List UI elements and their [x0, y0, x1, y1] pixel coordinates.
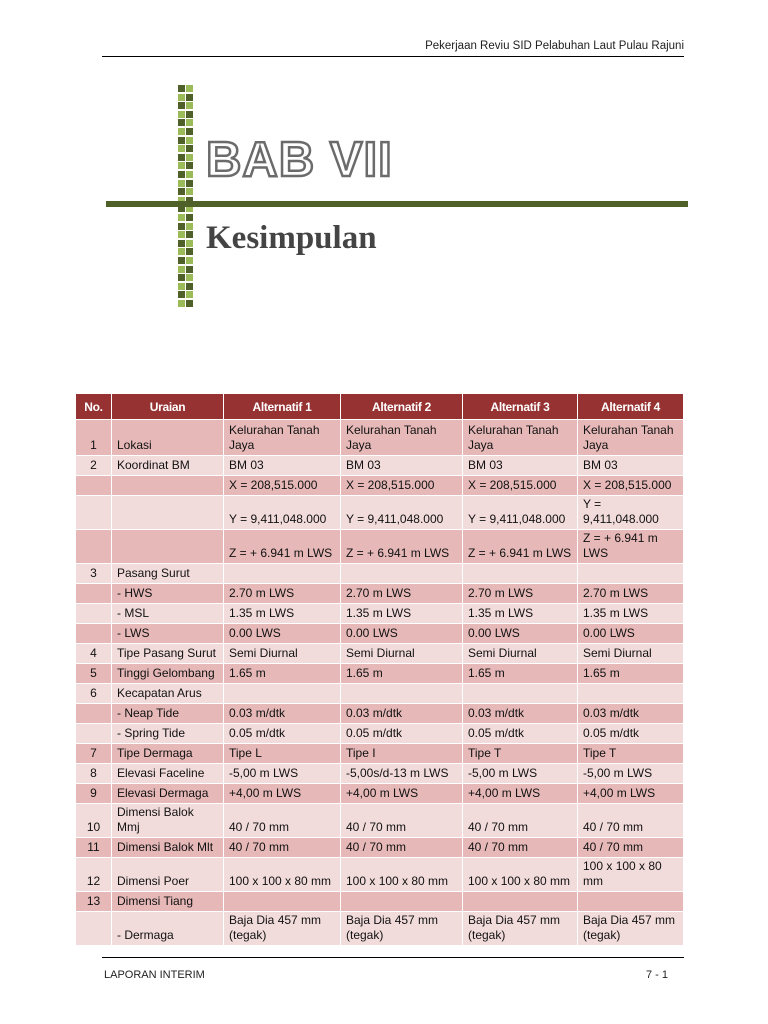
- decorative-square: [178, 231, 185, 238]
- decorative-square: [178, 180, 185, 187]
- cell-alternatif-4: BM 03: [578, 456, 684, 476]
- cell-alternatif-3: [463, 564, 578, 584]
- cell-alternatif-4: 100 x 100 x 80 mm: [578, 858, 684, 892]
- cell-alternatif-4: -5,00 m LWS: [578, 764, 684, 784]
- decorative-square: [178, 162, 185, 169]
- cell-uraian: - LWS: [112, 624, 224, 644]
- decorative-square: [186, 266, 193, 273]
- cell-alternatif-1: Y = 9,411,048.000: [224, 496, 341, 530]
- cell-alternatif-3: 0.00 LWS: [463, 624, 578, 644]
- decorative-square: [186, 162, 193, 169]
- table-row: [76, 724, 684, 744]
- cell-alternatif-4: 40 / 70 mm: [578, 804, 684, 838]
- table-row: [76, 804, 684, 838]
- cell-alternatif-3: X = 208,515.000: [463, 476, 578, 496]
- decorative-square: [178, 94, 185, 101]
- cell-alternatif-1: 40 / 70 mm: [224, 804, 341, 838]
- chapter-divider-bar: [106, 201, 688, 207]
- cell-uraian: Koordinat BM: [112, 456, 224, 476]
- cell-alternatif-3: [463, 892, 578, 912]
- decorative-square: [178, 145, 185, 152]
- cell-alternatif-1: Tipe L: [224, 744, 341, 764]
- table-row: [76, 684, 684, 704]
- cell-alternatif-1: 100 x 100 x 80 mm: [224, 858, 341, 892]
- cell-alternatif-1: [224, 892, 341, 912]
- cell-alternatif-1: BM 03: [224, 456, 341, 476]
- cell-no: 4: [76, 644, 112, 664]
- cell-alternatif-1: 1.35 m LWS: [224, 604, 341, 624]
- cell-alternatif-2: Tipe I: [341, 744, 463, 764]
- table-row: [76, 420, 684, 456]
- cell-uraian: Dimensi Poer: [112, 858, 224, 892]
- cell-alternatif-2: Kelurahan Tanah Jaya: [341, 420, 463, 456]
- header-uraian: Uraian: [112, 394, 224, 420]
- table-row: [76, 838, 684, 858]
- cell-no: [76, 530, 112, 564]
- cell-alternatif-3: BM 03: [463, 456, 578, 476]
- header-alternatif-2: Alternatif 2: [341, 394, 463, 420]
- decorative-square: [178, 300, 185, 307]
- table-row: [76, 858, 684, 892]
- decorative-square: [178, 266, 185, 273]
- page-number: 7 - 1: [645, 969, 668, 981]
- table-row: [76, 764, 684, 784]
- cell-uraian: Elevasi Dermaga: [112, 784, 224, 804]
- cell-alternatif-1: [224, 684, 341, 704]
- cell-no: 9: [76, 784, 112, 804]
- decorative-square: [178, 257, 185, 264]
- cell-alternatif-2: Z = + 6.941 m LWS: [341, 530, 463, 564]
- cell-alternatif-2: [341, 684, 463, 704]
- cell-alternatif-2: 40 / 70 mm: [341, 838, 463, 858]
- table-row: [76, 624, 684, 644]
- decorative-square: [178, 128, 185, 135]
- cell-alternatif-3: Tipe T: [463, 744, 578, 764]
- cell-alternatif-4: Z = + 6.941 m LWS: [578, 530, 684, 564]
- cell-alternatif-4: +4,00 m LWS: [578, 784, 684, 804]
- table-body: [76, 420, 684, 946]
- cell-no: 10: [76, 804, 112, 838]
- cell-alternatif-3: 100 x 100 x 80 mm: [463, 858, 578, 892]
- cell-alternatif-1: [224, 564, 341, 584]
- decorative-square: [186, 171, 193, 178]
- cell-alternatif-3: 40 / 70 mm: [463, 838, 578, 858]
- decorative-square: [186, 223, 193, 230]
- table-row: [76, 496, 684, 530]
- cell-alternatif-2: 40 / 70 mm: [341, 804, 463, 838]
- decorative-square: [186, 145, 193, 152]
- cell-alternatif-2: 1.35 m LWS: [341, 604, 463, 624]
- decorative-square: [178, 188, 185, 195]
- decorative-square: [178, 154, 185, 161]
- cell-no: 1: [76, 420, 112, 456]
- cell-uraian: Dimensi Tiang: [112, 892, 224, 912]
- decorative-square: [186, 111, 193, 118]
- cell-alternatif-4: Kelurahan Tanah Jaya: [578, 420, 684, 456]
- table-row: [76, 704, 684, 724]
- cell-alternatif-1: +4,00 m LWS: [224, 784, 341, 804]
- cell-alternatif-2: [341, 564, 463, 584]
- cell-alternatif-4: 1.65 m: [578, 664, 684, 684]
- cell-alternatif-1: 0.05 m/dtk: [224, 724, 341, 744]
- cell-alternatif-2: Semi Diurnal: [341, 644, 463, 664]
- cell-alternatif-4: 0.00 LWS: [578, 624, 684, 644]
- cell-alternatif-3: 1.65 m: [463, 664, 578, 684]
- decorative-square: [186, 214, 193, 221]
- decorative-square: [178, 291, 185, 298]
- cell-uraian: Tinggi Gelombang: [112, 664, 224, 684]
- cell-no: 6: [76, 684, 112, 704]
- decorative-square: [186, 257, 193, 264]
- cell-uraian: Lokasi: [112, 420, 224, 456]
- cell-no: [76, 624, 112, 644]
- cell-alternatif-4: Semi Diurnal: [578, 644, 684, 664]
- cell-alternatif-2: BM 03: [341, 456, 463, 476]
- cell-alternatif-4: 40 / 70 mm: [578, 838, 684, 858]
- cell-alternatif-2: 0.00 LWS: [341, 624, 463, 644]
- cell-alternatif-3: 2.70 m LWS: [463, 584, 578, 604]
- cell-alternatif-4: 0.03 m/dtk: [578, 704, 684, 724]
- chapter-title: Kesimpulan: [206, 220, 377, 256]
- running-header: Pekerjaan Reviu SID Pelabuhan Laut Pulau Rajuni: [425, 40, 684, 52]
- decorative-square: [186, 248, 193, 255]
- cell-alternatif-3: Y = 9,411,048.000: [463, 496, 578, 530]
- table-row: [76, 604, 684, 624]
- cell-uraian: - Spring Tide: [112, 724, 224, 744]
- cell-no: [76, 584, 112, 604]
- cell-uraian: - HWS: [112, 584, 224, 604]
- cell-alternatif-4: [578, 684, 684, 704]
- cell-alternatif-3: -5,00 m LWS: [463, 764, 578, 784]
- cell-uraian: - MSL: [112, 604, 224, 624]
- decorative-square: [186, 283, 193, 290]
- cell-alternatif-1: Semi Diurnal: [224, 644, 341, 664]
- cell-alternatif-1: Kelurahan Tanah Jaya: [224, 420, 341, 456]
- cell-alternatif-2: 1.65 m: [341, 664, 463, 684]
- cell-alternatif-3: 0.03 m/dtk: [463, 704, 578, 724]
- cell-no: [76, 476, 112, 496]
- decorative-square: [186, 291, 193, 298]
- cell-no: 8: [76, 764, 112, 784]
- decorative-square: [178, 283, 185, 290]
- cell-alternatif-1: Baja Dia 457 mm (tegak): [224, 912, 341, 946]
- cell-uraian: Dimensi Balok Mmj: [112, 804, 224, 838]
- header-alternatif-3: Alternatif 3: [463, 394, 578, 420]
- cell-uraian: [112, 530, 224, 564]
- decorative-square: [178, 240, 185, 247]
- decorative-square: [178, 111, 185, 118]
- cell-alternatif-3: 40 / 70 mm: [463, 804, 578, 838]
- decorative-square: [186, 137, 193, 144]
- cell-no: [76, 724, 112, 744]
- cell-alternatif-2: Baja Dia 457 mm (tegak): [341, 912, 463, 946]
- decorative-square: [186, 85, 193, 92]
- cell-alternatif-3: Z = + 6.941 m LWS: [463, 530, 578, 564]
- cell-no: [76, 912, 112, 946]
- chapter-number: BAB VII: [206, 133, 393, 187]
- decorative-square: [178, 248, 185, 255]
- decorative-square: [186, 274, 193, 281]
- table-header-row: [76, 394, 684, 420]
- decorative-square: [186, 94, 193, 101]
- cell-alternatif-3: Kelurahan Tanah Jaya: [463, 420, 578, 456]
- cell-uraian: Dimensi Balok Mlt: [112, 838, 224, 858]
- cell-alternatif-4: 1.35 m LWS: [578, 604, 684, 624]
- decorative-square: [178, 119, 185, 126]
- decorative-square: [186, 119, 193, 126]
- table-row: [76, 912, 684, 946]
- table-row: [76, 456, 684, 476]
- cell-alternatif-2: -5,00s/d-13 m LWS: [341, 764, 463, 784]
- summary-table: [75, 393, 684, 946]
- cell-alternatif-2: +4,00 m LWS: [341, 784, 463, 804]
- table-row: [76, 892, 684, 912]
- decorative-square: [186, 128, 193, 135]
- cell-no: 2: [76, 456, 112, 476]
- cell-alternatif-2: 100 x 100 x 80 mm: [341, 858, 463, 892]
- table-row: [76, 664, 684, 684]
- header-alternatif-1: Alternatif 1: [224, 394, 341, 420]
- cell-uraian: Tipe Pasang Surut: [112, 644, 224, 664]
- decorative-square: [186, 300, 193, 307]
- decorative-square: [186, 231, 193, 238]
- cell-uraian: Kecapatan Arus: [112, 684, 224, 704]
- cell-alternatif-1: X = 208,515.000: [224, 476, 341, 496]
- decorative-square: [178, 274, 185, 281]
- cell-alternatif-1: Z = + 6.941 m LWS: [224, 530, 341, 564]
- cell-alternatif-4: 0.05 m/dtk: [578, 724, 684, 744]
- footer-report-label: LAPORAN INTERIM: [104, 969, 205, 981]
- cell-uraian: Pasang Surut: [112, 564, 224, 584]
- cell-no: [76, 496, 112, 530]
- decorative-square: [186, 180, 193, 187]
- cell-alternatif-1: 1.65 m: [224, 664, 341, 684]
- header-no: No.: [76, 394, 112, 420]
- cell-no: 7: [76, 744, 112, 764]
- cell-alternatif-3: Semi Diurnal: [463, 644, 578, 664]
- table-row: [76, 564, 684, 584]
- decorative-square: [178, 102, 185, 109]
- decorative-square: [178, 171, 185, 178]
- cell-alternatif-3: 0.05 m/dtk: [463, 724, 578, 744]
- cell-alternatif-1: 2.70 m LWS: [224, 584, 341, 604]
- decorative-square: [186, 102, 193, 109]
- cell-alternatif-3: 1.35 m LWS: [463, 604, 578, 624]
- decorative-square: [186, 188, 193, 195]
- cell-alternatif-1: 0.00 LWS: [224, 624, 341, 644]
- cell-alternatif-2: X = 208,515.000: [341, 476, 463, 496]
- table-row: [76, 784, 684, 804]
- cell-alternatif-3: [463, 684, 578, 704]
- cell-uraian: - Dermaga: [112, 912, 224, 946]
- cell-alternatif-1: -5,00 m LWS: [224, 764, 341, 784]
- cell-no: 3: [76, 564, 112, 584]
- cell-alternatif-4: Y = 9,411,048.000: [578, 496, 684, 530]
- cell-uraian: - Neap Tide: [112, 704, 224, 724]
- decorative-square: [178, 137, 185, 144]
- table-row: [76, 644, 684, 664]
- decorative-square: [186, 154, 193, 161]
- cell-uraian: [112, 476, 224, 496]
- table-row: [76, 476, 684, 496]
- decorative-square: [178, 214, 185, 221]
- cell-alternatif-2: [341, 892, 463, 912]
- header-alternatif-4: Alternatif 4: [578, 394, 684, 420]
- cell-uraian: Elevasi Faceline: [112, 764, 224, 784]
- cell-no: 12: [76, 858, 112, 892]
- cell-no: 13: [76, 892, 112, 912]
- cell-alternatif-2: 0.03 m/dtk: [341, 704, 463, 724]
- cell-alternatif-2: 2.70 m LWS: [341, 584, 463, 604]
- cell-no: 5: [76, 664, 112, 684]
- cell-alternatif-4: [578, 564, 684, 584]
- cell-no: [76, 704, 112, 724]
- cell-no: [76, 604, 112, 624]
- cell-alternatif-4: Tipe T: [578, 744, 684, 764]
- cell-alternatif-1: 0.03 m/dtk: [224, 704, 341, 724]
- header-rule: [102, 56, 684, 57]
- table-row: [76, 584, 684, 604]
- decorative-square: [178, 85, 185, 92]
- table-row: [76, 530, 684, 564]
- cell-no: 11: [76, 838, 112, 858]
- cell-alternatif-1: 40 / 70 mm: [224, 838, 341, 858]
- cell-alternatif-4: X = 208,515.000: [578, 476, 684, 496]
- cell-uraian: Tipe Dermaga: [112, 744, 224, 764]
- cell-alternatif-4: [578, 892, 684, 912]
- table-row: [76, 744, 684, 764]
- cell-alternatif-2: Y = 9,411,048.000: [341, 496, 463, 530]
- decorative-square: [178, 223, 185, 230]
- cell-alternatif-3: +4,00 m LWS: [463, 784, 578, 804]
- decorative-square: [186, 240, 193, 247]
- cell-alternatif-4: Baja Dia 457 mm (tegak): [578, 912, 684, 946]
- cell-alternatif-3: Baja Dia 457 mm (tegak): [463, 912, 578, 946]
- cell-alternatif-4: 2.70 m LWS: [578, 584, 684, 604]
- footer-rule: [102, 957, 684, 958]
- cell-alternatif-2: 0.05 m/dtk: [341, 724, 463, 744]
- cell-uraian: [112, 496, 224, 530]
